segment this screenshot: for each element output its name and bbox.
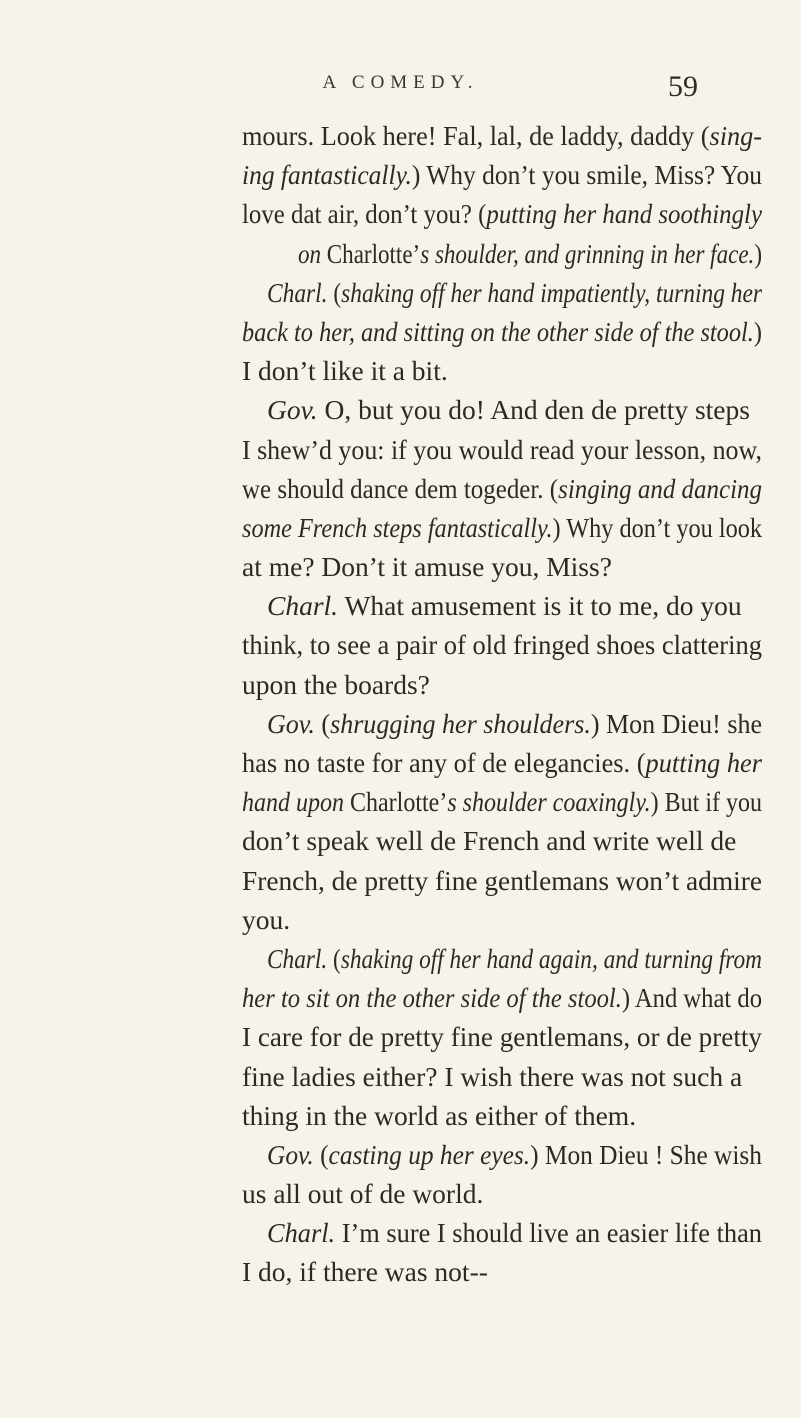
text-line — [0, 1057, 801, 1096]
dialogue-text: Charlotte’ — [344, 786, 448, 818]
stage-direction: putting her hand soothingly — [486, 198, 762, 230]
speaker-name: Gov. — [267, 1138, 314, 1170]
text-line — [0, 116, 801, 155]
dialogue-text: ( — [327, 276, 342, 308]
text-line — [0, 1135, 801, 1174]
dialogue-text: ( — [313, 1138, 329, 1170]
text-line — [0, 547, 801, 586]
dialogue-text: Charlotte’ — [321, 237, 421, 269]
dialogue-text: we should dance dem togeder. ( — [242, 472, 559, 504]
text-line — [0, 743, 801, 782]
dialogue-text: at me? Don’t it amuse you, Miss? — [242, 551, 612, 583]
stage-direction: s shoulder coaxingly. — [447, 786, 651, 818]
dialogue-text: has no taste for any of de elegancies. ( — [242, 747, 646, 778]
text-line — [0, 586, 801, 625]
dialogue-text: ) — [753, 315, 762, 347]
dialogue-text: ) But if you — [650, 786, 762, 818]
play-text — [0, 116, 801, 1292]
dialogue-text: I don’t like it a bit. — [242, 355, 448, 387]
running-title: A COMEDY. — [322, 72, 479, 93]
stage-direction: some French steps fantastically. — [242, 511, 553, 543]
dialogue-text: thing in the world as either of them. — [242, 1099, 637, 1131]
speaker-name: Charl. — [267, 276, 328, 308]
stage-direction: on — [298, 237, 322, 269]
dialogue-text: What amusement is it to me, do you — [338, 590, 742, 622]
speaker-name: Gov. — [267, 394, 318, 426]
text-line — [0, 782, 801, 821]
text-line — [0, 939, 801, 978]
dialogue-text: mours. Look here! Fal, lal, de laddy, daddy ( — [242, 120, 710, 151]
dialogue-text: don’t speak well de French and write well de — [242, 825, 737, 857]
dialogue-text: fine ladies either? I wish there was not such a — [242, 1060, 743, 1092]
stage-direction: singing and dancing — [558, 472, 762, 504]
dialogue-text: ) Mon Dieu! she — [590, 707, 762, 739]
dialogue-text: ( — [314, 707, 331, 739]
text-line — [0, 861, 801, 900]
stage-direction: casting up her eyes. — [328, 1138, 531, 1170]
dialogue-text: us all out of de world. — [242, 1178, 484, 1210]
stage-direction: shaking off her hand impatiently, turning her — [341, 276, 762, 308]
text-line — [0, 273, 801, 312]
speaker-name: Charl. — [267, 1217, 336, 1249]
dialogue-text: love dat air, don’t you? ( — [242, 198, 487, 230]
text-line — [0, 900, 801, 939]
text-line — [0, 312, 801, 351]
dialogue-text: I do, if there was not-- — [242, 1256, 488, 1288]
page-number: 59 — [668, 70, 698, 103]
text-line — [0, 508, 801, 547]
stage-direction: shaking off her hand again, and turning from — [340, 942, 762, 974]
stage-direction: sing- — [709, 120, 762, 151]
stage-direction: putting her — [645, 747, 762, 778]
text-line — [0, 1213, 801, 1252]
text-line — [0, 194, 801, 233]
dialogue-text: I’m sure I should live an easier life than — [335, 1217, 762, 1249]
dialogue-text: ( — [327, 942, 341, 974]
dialogue-text: I care for de pretty fine gentlemans, or de pretty — [242, 1021, 762, 1053]
text-line — [0, 469, 801, 508]
text-line — [0, 978, 801, 1017]
dialogue-text: ) Mon Dieu ! She wish — [530, 1138, 762, 1170]
stage-direction: ing fantastically. — [242, 159, 412, 191]
text-line — [0, 1174, 801, 1213]
stage-direction: s shoulder, and grinning in her face. — [420, 237, 755, 269]
text-line — [0, 234, 801, 273]
text-line — [0, 155, 801, 194]
dialogue-text: ) — [754, 237, 762, 269]
stage-direction: hand upon — [242, 786, 345, 818]
text-line — [0, 704, 801, 743]
text-line — [0, 625, 801, 664]
dialogue-text: ) And what do — [621, 982, 762, 1014]
dialogue-text: French, de pretty fine gentlemans won’t admire — [242, 864, 762, 896]
dialogue-text: upon the boards? — [242, 668, 430, 700]
speaker-name: Charl. — [267, 590, 339, 622]
stage-direction: back to her, and sitting on the other side of the stool. — [242, 315, 754, 347]
speaker-name: Gov. — [267, 707, 315, 739]
dialogue-text: think, to see a pair of old fringed shoes clattering — [242, 629, 762, 661]
stage-direction: shrugging her shoulders. — [330, 707, 591, 739]
text-line — [0, 390, 801, 429]
dialogue-text: O, but you do! And den de pretty steps — [317, 394, 750, 426]
text-line — [0, 430, 801, 469]
text-line — [0, 351, 801, 390]
dialogue-text: I shew’d you: if you would read your lesson, now, — [242, 433, 762, 465]
speaker-name: Charl. — [267, 942, 328, 974]
text-line — [0, 1252, 801, 1291]
dialogue-text: ) Why don’t you look — [552, 511, 762, 543]
text-line — [0, 821, 801, 860]
text-line — [0, 665, 801, 704]
stage-direction: her to sit on the other side of the stool. — [242, 982, 622, 1014]
text-line — [0, 1017, 801, 1056]
text-line — [0, 1096, 801, 1135]
dialogue-text: ) Why don’t you smile, Miss? You — [411, 159, 762, 191]
dialogue-text: you. — [242, 903, 291, 935]
